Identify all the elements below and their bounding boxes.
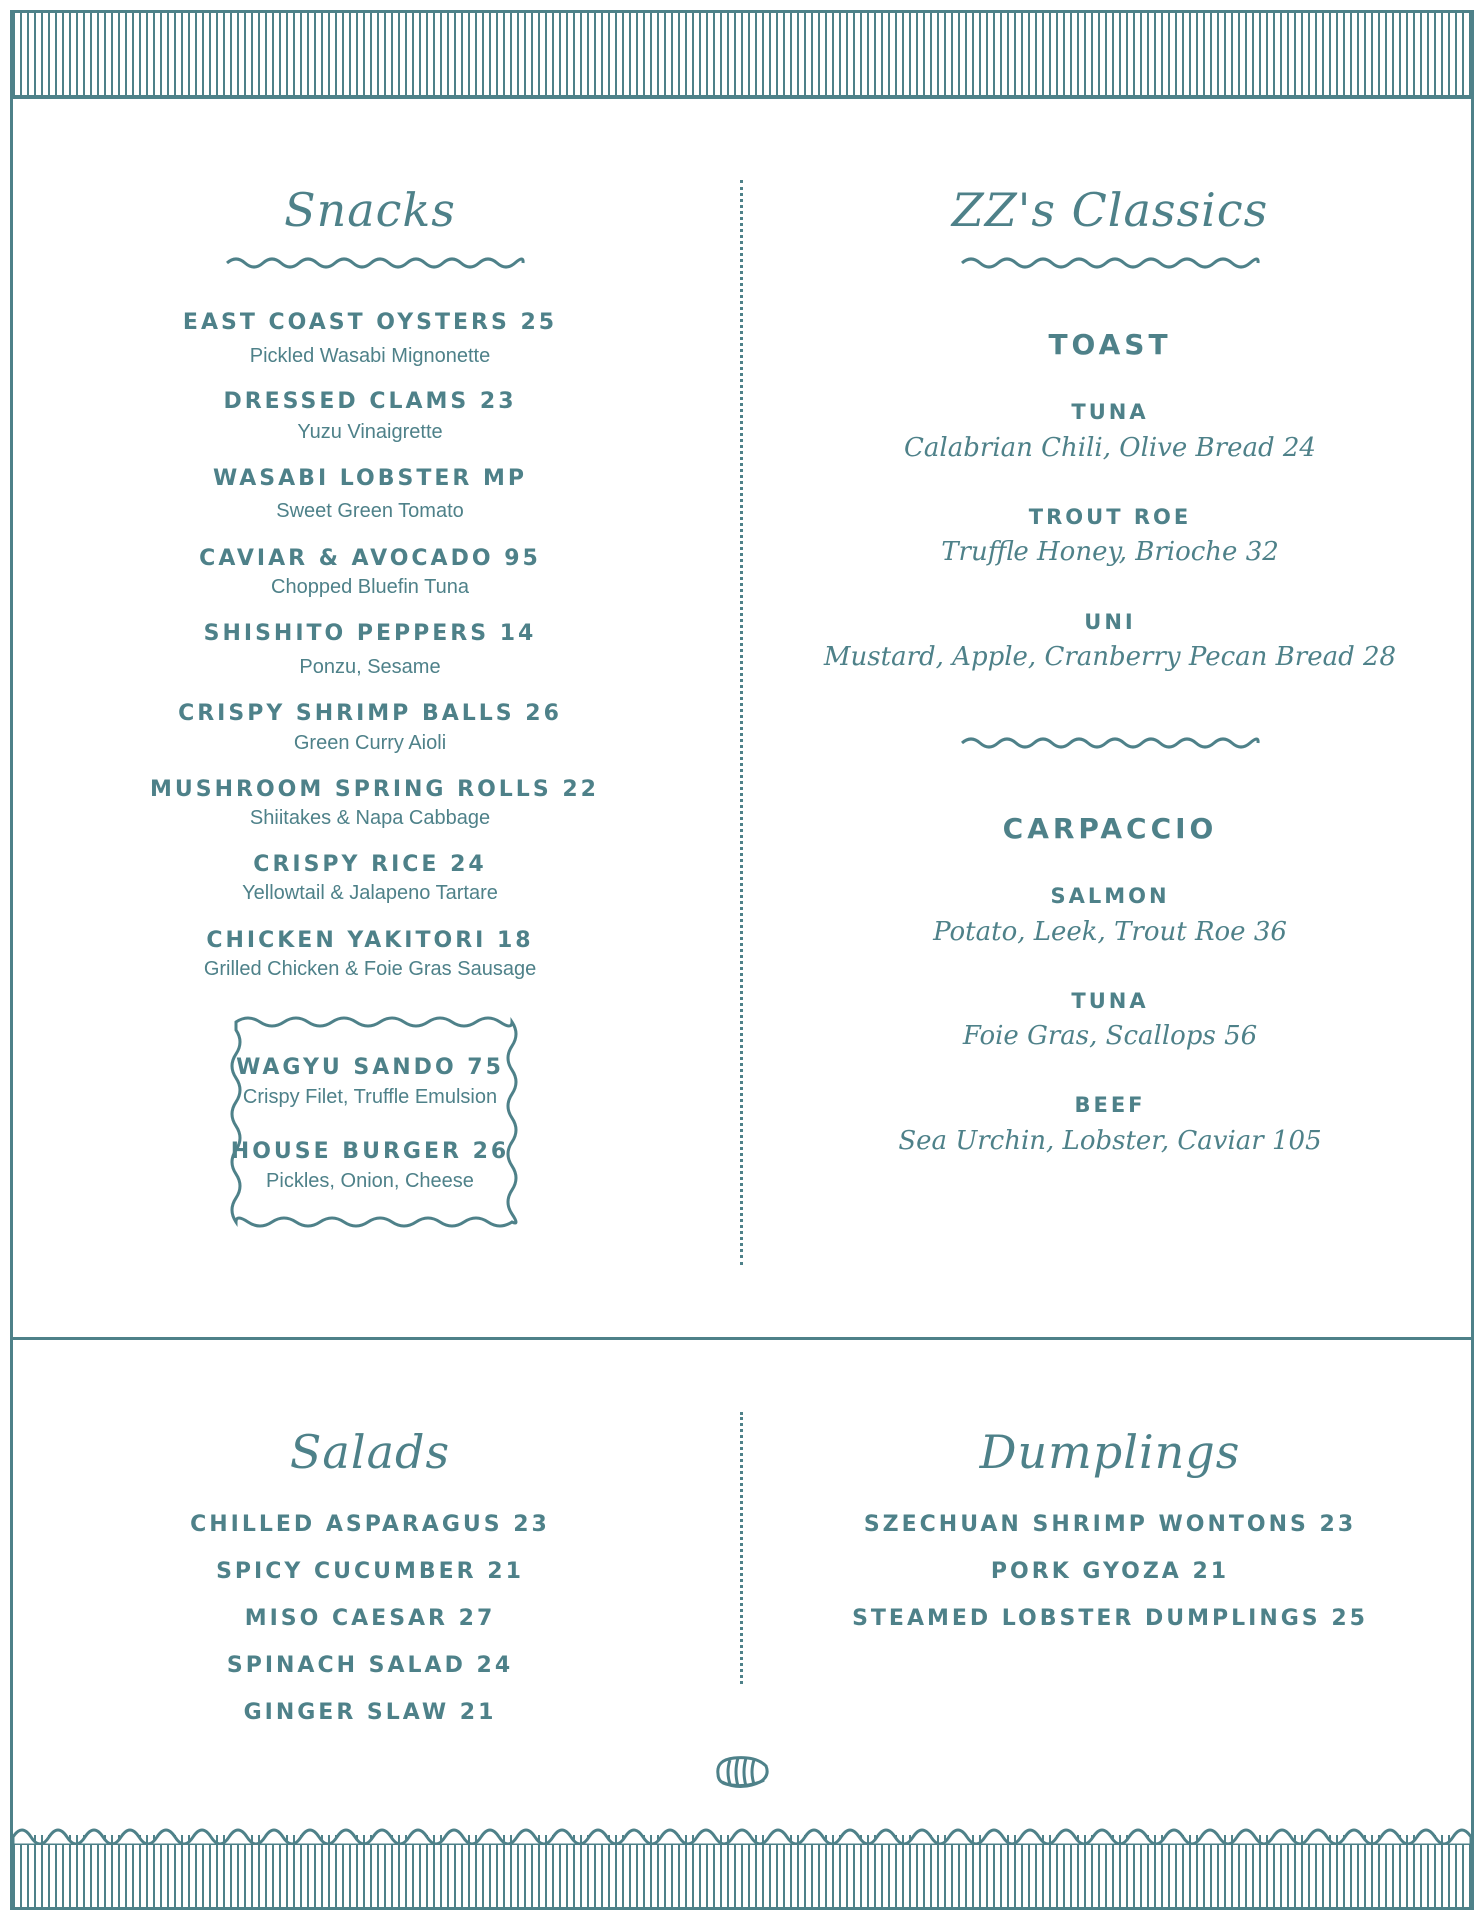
dumpling-item: STEAMED LOBSTER DUMPLINGS 25: [852, 1606, 1368, 1631]
menu-item-desc: Grilled Chicken & Foie Gras Sausage: [203, 958, 537, 980]
menu-item-name: SHISHITO PEPPERS 14: [203, 621, 537, 646]
toast-heading: TOAST: [1048, 328, 1172, 361]
menu-item-name: CHICKEN YAKITORI 18: [206, 928, 534, 953]
dumpling-item: PORK GYOZA 21: [990, 1559, 1230, 1584]
salad-item: CHILLED ASPARAGUS 23: [190, 1512, 550, 1537]
wavy-box-frame: [224, 1010, 524, 1235]
featured-item-desc: Pickles, Onion, Cheese: [266, 1170, 474, 1192]
menu-item-desc: Green Curry Aioli: [293, 732, 447, 754]
menu-item-desc: Yellowtail & Jalapeno Tartare: [242, 882, 498, 904]
featured-item-desc: Crispy Filet, Truffle Emulsion: [242, 1086, 498, 1108]
toast-item-desc: Mustard, Apple, Cranberry Pecan Bread 28: [823, 642, 1397, 672]
bottom-wave-edge: [13, 1815, 1471, 1845]
menu-item-desc: Pickled Wasabi Mignonette: [249, 345, 491, 367]
vertical-dotted-divider-top: [740, 180, 743, 1265]
wave-divider-icon: [960, 253, 1260, 273]
classics-section: [790, 0, 1430, 1300]
toast-item-name: TUNA: [1071, 400, 1149, 424]
menu-item-name: DRESSED CLAMS 23: [223, 389, 517, 414]
salad-item: SPINACH SALAD 24: [226, 1653, 514, 1678]
salad-item: SPICY CUCUMBER 21: [216, 1559, 524, 1584]
salad-item: GINGER SLAW 21: [243, 1700, 497, 1725]
wave-divider-icon: [960, 733, 1260, 753]
salad-item: MISO CAESAR 27: [244, 1606, 496, 1631]
menu-item-name: CRISPY SHRIMP BALLS 26: [178, 701, 562, 726]
menu-item-desc: Ponzu, Sesame: [299, 656, 441, 678]
menu-item-name: CAVIAR & AVOCADO 95: [199, 546, 541, 571]
carpaccio-item-desc: Sea Urchin, Lobster, Caviar 105: [898, 1126, 1322, 1156]
menu-item-name: MUSHROOM SPRING ROLLS 22: [150, 777, 599, 802]
menu-item-desc: Shiitakes & Napa Cabbage: [249, 807, 491, 829]
carpaccio-item-name: SALMON: [1050, 884, 1170, 908]
carpaccio-item-desc: Potato, Leek, Trout Roe 36: [933, 917, 1287, 947]
menu-item-desc: Sweet Green Tomato: [276, 500, 464, 522]
vertical-dotted-divider-bottom: [740, 1412, 743, 1684]
menu-item-name: EAST COAST OYSTERS 25: [182, 310, 558, 335]
menu-item-desc: Yuzu Vinaigrette: [297, 421, 443, 443]
carpaccio-item-name: TUNA: [1071, 989, 1149, 1013]
menu-item-desc: Chopped Bluefin Tuna: [271, 576, 469, 598]
menu-item-name: WASABI LOBSTER MP: [213, 466, 527, 491]
menu-item-name: CRISPY RICE 24: [253, 852, 487, 877]
carpaccio-item-name: BEEF: [1074, 1093, 1146, 1117]
wave-divider-icon: [225, 253, 525, 273]
snacks-title: Snacks: [284, 183, 456, 237]
dumplings-section: [790, 1340, 1430, 1660]
dumpling-item: SZECHUAN SHRIMP WONTONS 23: [863, 1512, 1357, 1537]
toast-item-desc: Truffle Honey, Brioche 32: [941, 537, 1279, 567]
salads-title: Salads: [289, 1425, 451, 1479]
sushi-icon: [712, 1752, 772, 1792]
snacks-section: [150, 0, 599, 1300]
carpaccio-item-desc: Foie Gras, Scallops 56: [962, 1021, 1258, 1051]
featured-item-name: WAGYU SANDO 75: [236, 1055, 504, 1080]
classics-title: ZZ's Classics: [951, 183, 1269, 237]
bottom-stripe-border: [13, 1835, 1471, 1907]
carpaccio-heading: CARPACCIO: [1002, 812, 1218, 845]
toast-item-name: TROUT ROE: [1028, 505, 1192, 529]
featured-item-name: HOUSE BURGER 26: [230, 1139, 510, 1164]
dumplings-title: Dumplings: [979, 1425, 1241, 1479]
toast-item-name: UNI: [1084, 610, 1136, 634]
salads-section: [150, 1340, 590, 1725]
toast-item-desc: Calabrian Chili, Olive Bread 24: [904, 433, 1316, 463]
